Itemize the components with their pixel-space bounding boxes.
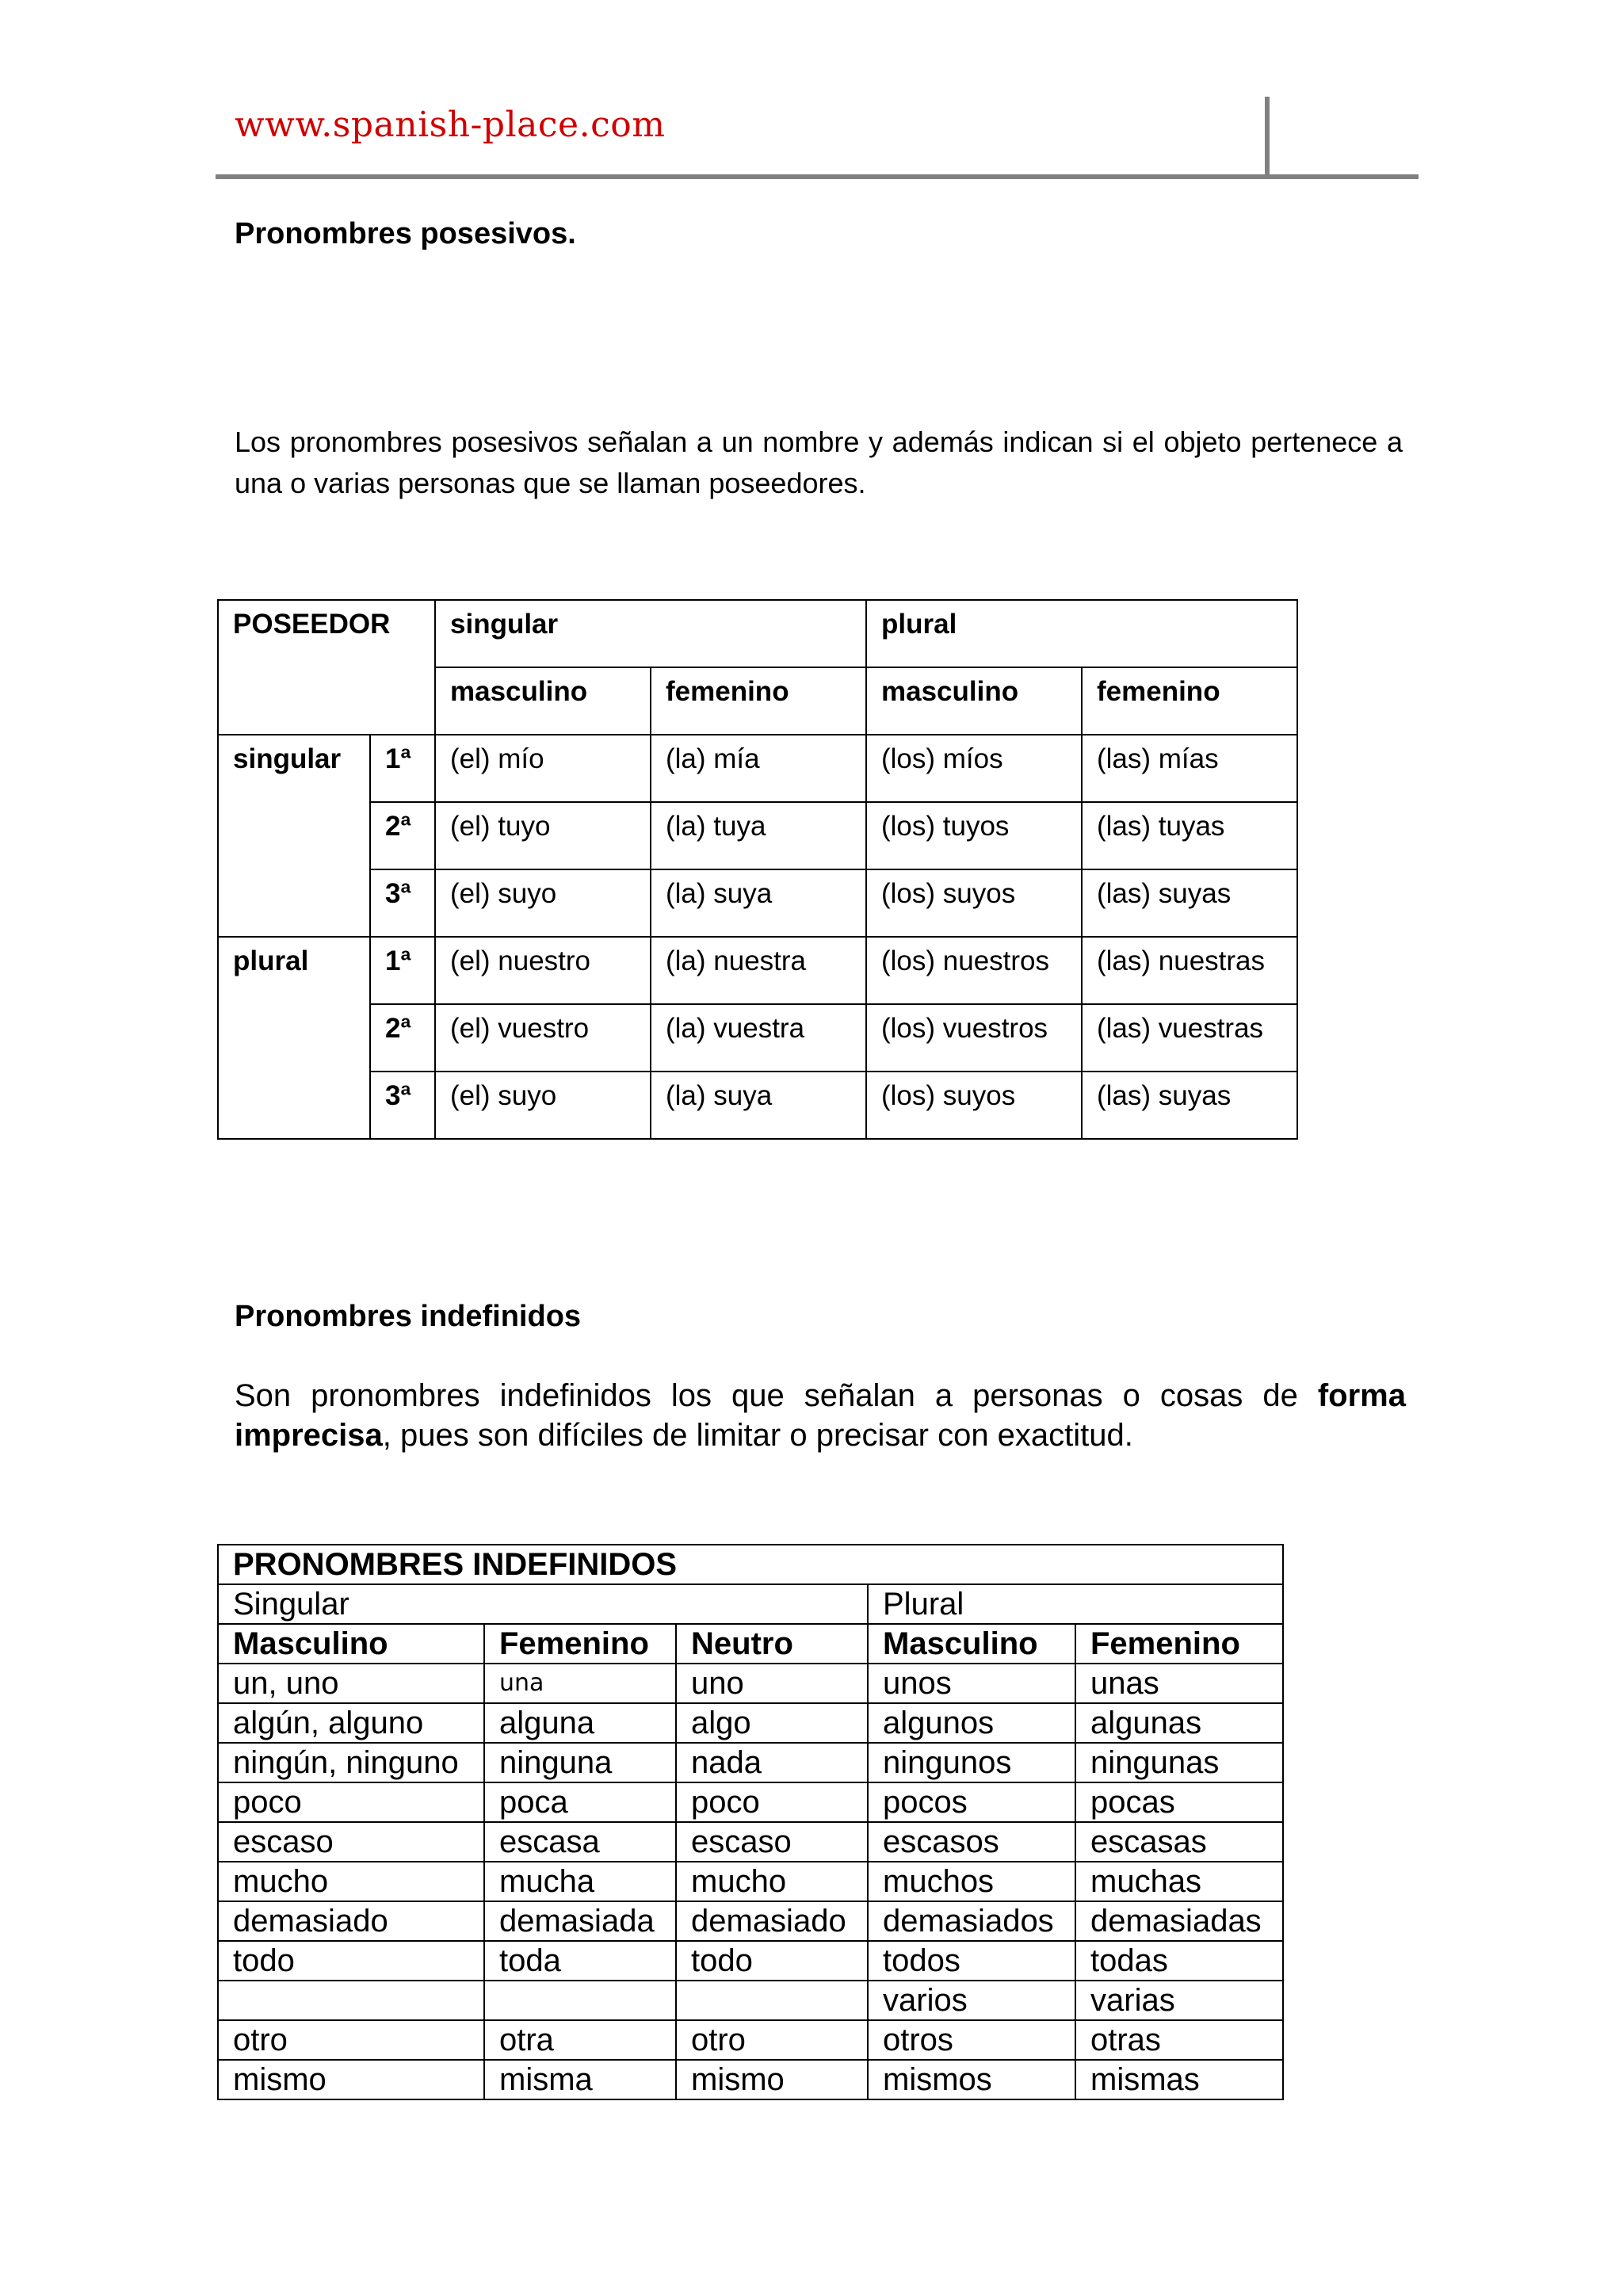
table-cell: mucho — [218, 1862, 484, 1901]
table-cell: (las) suyas — [1082, 869, 1297, 937]
table-cell: alguna — [484, 1703, 676, 1743]
table-row — [218, 1941, 1283, 1981]
table-row — [218, 1782, 1283, 1822]
table-cell: todas — [1075, 1941, 1283, 1981]
table-title: PRONOMBRES INDEFINIDOS — [218, 1545, 1283, 1584]
table-cell: muchos — [868, 1862, 1075, 1901]
table-cell: otras — [1075, 2020, 1283, 2060]
table-cell: (el) tuyo — [435, 802, 651, 869]
table-cell: escasa — [484, 1822, 676, 1862]
table-cell: demasiada — [484, 1901, 676, 1941]
table-row — [218, 802, 1297, 869]
table-cell — [218, 1981, 484, 2020]
table-row — [218, 1901, 1283, 1941]
group-header-singular: Singular — [218, 1584, 868, 1624]
table-cell: (los) nuestros — [866, 937, 1082, 1004]
paragraph-text: , pues son difíciles de limitar o precisar con exactitud. — [382, 1418, 1133, 1453]
table-cell: un, uno — [218, 1664, 484, 1703]
table-cell: todo — [676, 1941, 868, 1981]
table-cell: escasos — [868, 1822, 1075, 1862]
group-header-plural: plural — [866, 600, 1297, 667]
table-cell: otros — [868, 2020, 1075, 2060]
table-cell: uno — [676, 1664, 868, 1703]
table-row — [218, 1822, 1283, 1862]
table-row — [218, 735, 1297, 802]
table-cell: pocos — [868, 1782, 1075, 1822]
table-cell: (las) tuyas — [1082, 802, 1297, 869]
table-cell: ninguna — [484, 1743, 676, 1782]
header-divider — [216, 174, 1419, 179]
table-cell: (la) tuya — [651, 802, 866, 869]
paragraph-text: Son pronombres indefinidos los que señalan a personas o cosas de — [235, 1378, 1318, 1413]
section-title-posesivos: Pronombres posesivos. — [235, 217, 576, 250]
table-row — [218, 1981, 1283, 2020]
row-group-singular: singular — [218, 735, 370, 937]
table-cell: (las) vuestras — [1082, 1004, 1297, 1072]
table-cell: (las) suyas — [1082, 1072, 1297, 1139]
table-cell: ningún, ninguno — [218, 1743, 484, 1782]
column-header: femenino — [1082, 667, 1297, 735]
person-ordinal: 1ª — [370, 937, 435, 1004]
table-row — [218, 1743, 1283, 1782]
table-row — [218, 1004, 1297, 1072]
table-cell: ningunos — [868, 1743, 1075, 1782]
table-cell: escaso — [218, 1822, 484, 1862]
table-row — [218, 1862, 1283, 1901]
table-cell: demasiados — [868, 1901, 1075, 1941]
table-cell: (el) vuestro — [435, 1004, 651, 1072]
table-cell: algunos — [868, 1703, 1075, 1743]
column-header: Masculino — [868, 1624, 1075, 1664]
section-title-indefinidos: Pronombres indefinidos — [235, 1300, 582, 1333]
table-cell: (la) vuestra — [651, 1004, 866, 1072]
column-header: Neutro — [676, 1624, 868, 1664]
table-cell: todos — [868, 1941, 1075, 1981]
column-header: femenino — [651, 667, 866, 735]
table-row — [218, 2020, 1283, 2060]
site-url[interactable]: www.spanish-place.com — [235, 105, 666, 145]
table-cell: poco — [676, 1782, 868, 1822]
table-row — [218, 869, 1297, 937]
table-cell: (las) nuestras — [1082, 937, 1297, 1004]
group-header-singular: singular — [435, 600, 866, 667]
table-cell: mismas — [1075, 2060, 1283, 2099]
table-cell: (la) suya — [651, 1072, 866, 1139]
table-cell: (las) mías — [1082, 735, 1297, 802]
person-ordinal: 2ª — [370, 802, 435, 869]
table-cell: (el) mío — [435, 735, 651, 802]
table-row — [218, 1703, 1283, 1743]
table-row — [218, 937, 1297, 1004]
table-cell: misma — [484, 2060, 676, 2099]
intro-paragraph-posesivos: Los pronombres posesivos señalan a un nombre y además indican si el objeto pertenece a una o varias personas que se llaman poseedores. — [235, 426, 1403, 499]
column-header: Femenino — [1075, 1624, 1283, 1664]
person-ordinal: 2ª — [370, 1004, 435, 1072]
table-cell: unos — [868, 1664, 1075, 1703]
table-cell: (los) tuyos — [866, 802, 1082, 869]
table-cell: unas — [1075, 1664, 1283, 1703]
table-cell: nada — [676, 1743, 868, 1782]
table-cell: otro — [218, 2020, 484, 2060]
header-divider-vertical — [1265, 97, 1270, 178]
column-header: masculino — [866, 667, 1082, 735]
person-ordinal: 3ª — [370, 1072, 435, 1139]
table-row — [218, 1072, 1297, 1139]
column-header: Femenino — [484, 1624, 676, 1664]
table-cell: mismo — [218, 2060, 484, 2099]
table-cell: (los) vuestros — [866, 1004, 1082, 1072]
table-cell: (el) suyo — [435, 869, 651, 937]
table-cell: muchas — [1075, 1862, 1283, 1901]
intro-paragraph-indefinidos — [235, 1376, 1406, 1455]
table-cell: una — [484, 1664, 676, 1703]
table-cell: otro — [676, 2020, 868, 2060]
table-cell: (el) nuestro — [435, 937, 651, 1004]
column-header: Masculino — [218, 1624, 484, 1664]
row-group-plural: plural — [218, 937, 370, 1139]
table-cell: (el) suyo — [435, 1072, 651, 1139]
paragraph-emphasis: forma imprecisa — [235, 1378, 1406, 1453]
table-cell: ningunas — [1075, 1743, 1283, 1782]
column-header: masculino — [435, 667, 651, 735]
table-cell: (los) suyos — [866, 1072, 1082, 1139]
table-cell: varias — [1075, 1981, 1283, 2020]
table-cell: poco — [218, 1782, 484, 1822]
table-cell: pocas — [1075, 1782, 1283, 1822]
table-cell: demasiado — [676, 1901, 868, 1941]
table-row — [218, 1664, 1283, 1703]
table-cell: escaso — [676, 1822, 868, 1862]
table-cell: (la) suya — [651, 869, 866, 937]
table-cell: todo — [218, 1941, 484, 1981]
table-cell: mucha — [484, 1862, 676, 1901]
person-ordinal: 3ª — [370, 869, 435, 937]
table-cell: varios — [868, 1981, 1075, 2020]
group-header-plural: Plural — [868, 1584, 1283, 1624]
table-cell: (la) nuestra — [651, 937, 866, 1004]
table-cell: (la) mía — [651, 735, 866, 802]
table-cell: mucho — [676, 1862, 868, 1901]
indefinite-pronouns-table — [217, 1544, 1284, 2100]
table-cell: algunas — [1075, 1703, 1283, 1743]
table-corner-poseedor: POSEEDOR — [218, 600, 435, 735]
possessive-pronouns-table — [217, 599, 1298, 1140]
table-cell: poca — [484, 1782, 676, 1822]
person-ordinal: 1ª — [370, 735, 435, 802]
table-row — [218, 2060, 1283, 2099]
table-cell: demasiadas — [1075, 1901, 1283, 1941]
table-cell: (los) míos — [866, 735, 1082, 802]
table-cell: escasas — [1075, 1822, 1283, 1862]
table-cell — [676, 1981, 868, 2020]
table-cell: (los) suyos — [866, 869, 1082, 937]
table-cell: demasiado — [218, 1901, 484, 1941]
table-cell: toda — [484, 1941, 676, 1981]
table-cell: algo — [676, 1703, 868, 1743]
table-cell: algún, alguno — [218, 1703, 484, 1743]
table-cell: mismo — [676, 2060, 868, 2099]
table-cell: mismos — [868, 2060, 1075, 2099]
table-cell — [484, 1981, 676, 2020]
table-cell: otra — [484, 2020, 676, 2060]
